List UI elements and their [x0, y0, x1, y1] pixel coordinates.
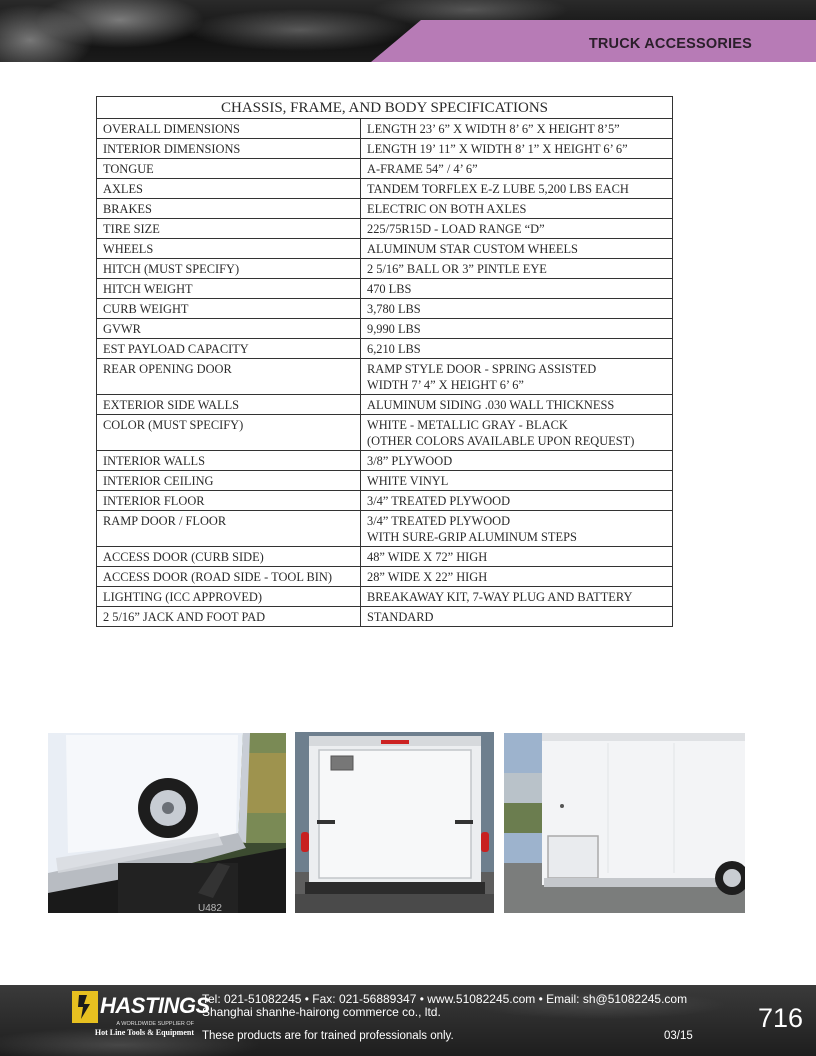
spec-value-line: 3,780 LBS	[367, 302, 421, 316]
section-title: TRUCK ACCESSORIES	[588, 36, 752, 52]
spec-label: ACCESS DOOR (ROAD SIDE - TOOL BIN)	[97, 567, 361, 587]
spec-table-title: CHASSIS, FRAME, AND BODY SPECIFICATIONS	[97, 97, 673, 119]
table-row	[97, 339, 673, 359]
spec-value	[361, 119, 673, 139]
spec-value	[361, 199, 673, 219]
spec-value-line: 3/4” TREATED PLYWOOD	[367, 494, 511, 508]
spec-label: HITCH (MUST SPECIFY)	[97, 259, 361, 279]
spec-value-line: WHITE VINYL	[367, 474, 449, 488]
spec-value-line: RAMP STYLE DOOR - SPRING ASSISTED	[367, 362, 597, 376]
page-number: 716	[758, 1003, 804, 1033]
page-footer	[0, 985, 816, 1056]
spec-value-line: LENGTH 23’ 6” X WIDTH 8’ 6” X HEIGHT 8’5”	[367, 122, 620, 136]
spec-value	[361, 471, 673, 491]
spec-value-line: WHITE - METALLIC GRAY - BLACK	[367, 418, 568, 432]
table-row	[97, 259, 673, 279]
spec-label: INTERIOR CEILING	[97, 471, 361, 491]
spec-value-line: 9,990 LBS	[367, 322, 421, 336]
table-row	[97, 511, 673, 547]
table-row	[97, 415, 673, 451]
table-row	[97, 279, 673, 299]
spec-label: WHEELS	[97, 239, 361, 259]
table-row	[97, 587, 673, 607]
spec-value-line: 2 5/16” BALL OR 3” PINTLE EYE	[367, 262, 547, 276]
spec-value-line: ALUMINUM SIDING .030 WALL THICKNESS	[367, 398, 615, 412]
spec-value	[361, 239, 673, 259]
spec-value-line: 470 LBS	[367, 282, 412, 296]
spec-value-line: 6,210 LBS	[367, 342, 421, 356]
table-row	[97, 359, 673, 395]
table-row	[97, 471, 673, 491]
table-row	[97, 119, 673, 139]
spec-value-line: TANDEM TORFLEX E-Z LUBE 5,200 LBS EACH	[367, 182, 629, 196]
spec-value-line: BREAKAWAY KIT, 7-WAY PLUG AND BATTERY	[367, 590, 633, 604]
spec-value	[361, 587, 673, 607]
spec-value	[361, 511, 673, 547]
spec-value-line: (OTHER COLORS AVAILABLE UPON REQUEST)	[367, 434, 635, 448]
spec-value	[361, 179, 673, 199]
spec-value	[361, 299, 673, 319]
trailer-side-tire-photo	[48, 733, 286, 913]
spec-value	[361, 491, 673, 511]
logo-tagline: A WORLDWIDE SUPPLIER OF	[116, 1021, 194, 1027]
spec-label: EXTERIOR SIDE WALLS	[97, 395, 361, 415]
logo-wordmark: HASTINGS	[100, 993, 210, 1018]
table-row	[97, 139, 673, 159]
trailer-rear-door-photo	[295, 732, 494, 913]
table-row	[97, 451, 673, 471]
table-row	[97, 319, 673, 339]
photo1-marking: U482	[198, 903, 222, 913]
spec-label: RAMP DOOR / FLOOR	[97, 511, 361, 547]
hastings-logo-mark-icon	[72, 991, 98, 1023]
trailer-side-door-photo	[504, 733, 745, 913]
table-row	[97, 299, 673, 319]
spec-label: TONGUE	[97, 159, 361, 179]
spec-label: BRAKES	[97, 199, 361, 219]
spec-label: OVERALL DIMENSIONS	[97, 119, 361, 139]
spec-value	[361, 607, 673, 627]
spec-value	[361, 279, 673, 299]
spec-value	[361, 547, 673, 567]
spec-value-line: ELECTRIC ON BOTH AXLES	[367, 202, 527, 216]
spec-value-line: A-FRAME 54” / 4’ 6”	[367, 162, 478, 176]
hastings-logo	[72, 991, 210, 1039]
spec-label: INTERIOR WALLS	[97, 451, 361, 471]
spec-label: 2 5/16” JACK AND FOOT PAD	[97, 607, 361, 627]
spec-value	[361, 395, 673, 415]
spec-value-line: 3/8” PLYWOOD	[367, 454, 453, 468]
spec-value	[361, 259, 673, 279]
spec-value-line: 225/75R15D - LOAD RANGE “D”	[367, 222, 545, 236]
company-name: Shanghai shanhe-hairong commerce co., ltd.	[202, 1005, 441, 1019]
spec-value	[361, 219, 673, 239]
spec-value-line: 48” WIDE X 72” HIGH	[367, 550, 488, 564]
spec-label: TIRE SIZE	[97, 219, 361, 239]
table-row	[97, 395, 673, 415]
spec-value	[361, 567, 673, 587]
table-row	[97, 219, 673, 239]
spec-label: AXLES	[97, 179, 361, 199]
spec-value	[361, 159, 673, 179]
spec-label: LIGHTING (ICC APPROVED)	[97, 587, 361, 607]
spec-label: COLOR (MUST SPECIFY)	[97, 415, 361, 451]
spec-value-line: 3/4” TREATED PLYWOOD	[367, 514, 511, 528]
table-row	[97, 567, 673, 587]
page-header	[0, 0, 816, 62]
spec-value	[361, 139, 673, 159]
spec-value	[361, 451, 673, 471]
spec-value	[361, 359, 673, 395]
spec-table	[96, 96, 673, 627]
spec-value	[361, 319, 673, 339]
spec-label: HITCH WEIGHT	[97, 279, 361, 299]
spec-label: CURB WEIGHT	[97, 299, 361, 319]
spec-value	[361, 339, 673, 359]
table-row	[97, 491, 673, 511]
catalog-date: 03/15	[664, 1030, 693, 1042]
table-row	[97, 547, 673, 567]
spec-value-line: 28” WIDE X 22” HIGH	[367, 570, 488, 584]
spec-label: GVWR	[97, 319, 361, 339]
spec-value-line: WIDTH 7’ 4” X HEIGHT 6’ 6”	[367, 378, 524, 392]
spec-value-line: WITH SURE-GRIP ALUMINUM STEPS	[367, 530, 577, 544]
spec-value-line: ALUMINUM STAR CUSTOM WHEELS	[367, 242, 578, 256]
table-row	[97, 607, 673, 627]
table-row	[97, 199, 673, 219]
spec-label: ACCESS DOOR (CURB SIDE)	[97, 547, 361, 567]
disclaimer: These products are for trained professionals only.	[202, 1030, 454, 1042]
contact-line: Tel: 021-51082245 • Fax: 021-56889347 • www.51082245.com • Email: sh@51082245.com	[202, 992, 688, 1006]
spec-label: EST PAYLOAD CAPACITY	[97, 339, 361, 359]
spec-value-line: STANDARD	[367, 610, 434, 624]
spec-label: INTERIOR FLOOR	[97, 491, 361, 511]
spec-table-body	[97, 119, 673, 627]
spec-value-line: LENGTH 19’ 11” X WIDTH 8’ 1” X HEIGHT 6’ 6”	[367, 142, 628, 156]
spec-label: INTERIOR DIMENSIONS	[97, 139, 361, 159]
table-row	[97, 179, 673, 199]
spec-value	[361, 415, 673, 451]
table-row	[97, 159, 673, 179]
spec-label: REAR OPENING DOOR	[97, 359, 361, 395]
table-row	[97, 239, 673, 259]
logo-subline: Hot Line Tools & Equipment	[94, 1028, 194, 1037]
